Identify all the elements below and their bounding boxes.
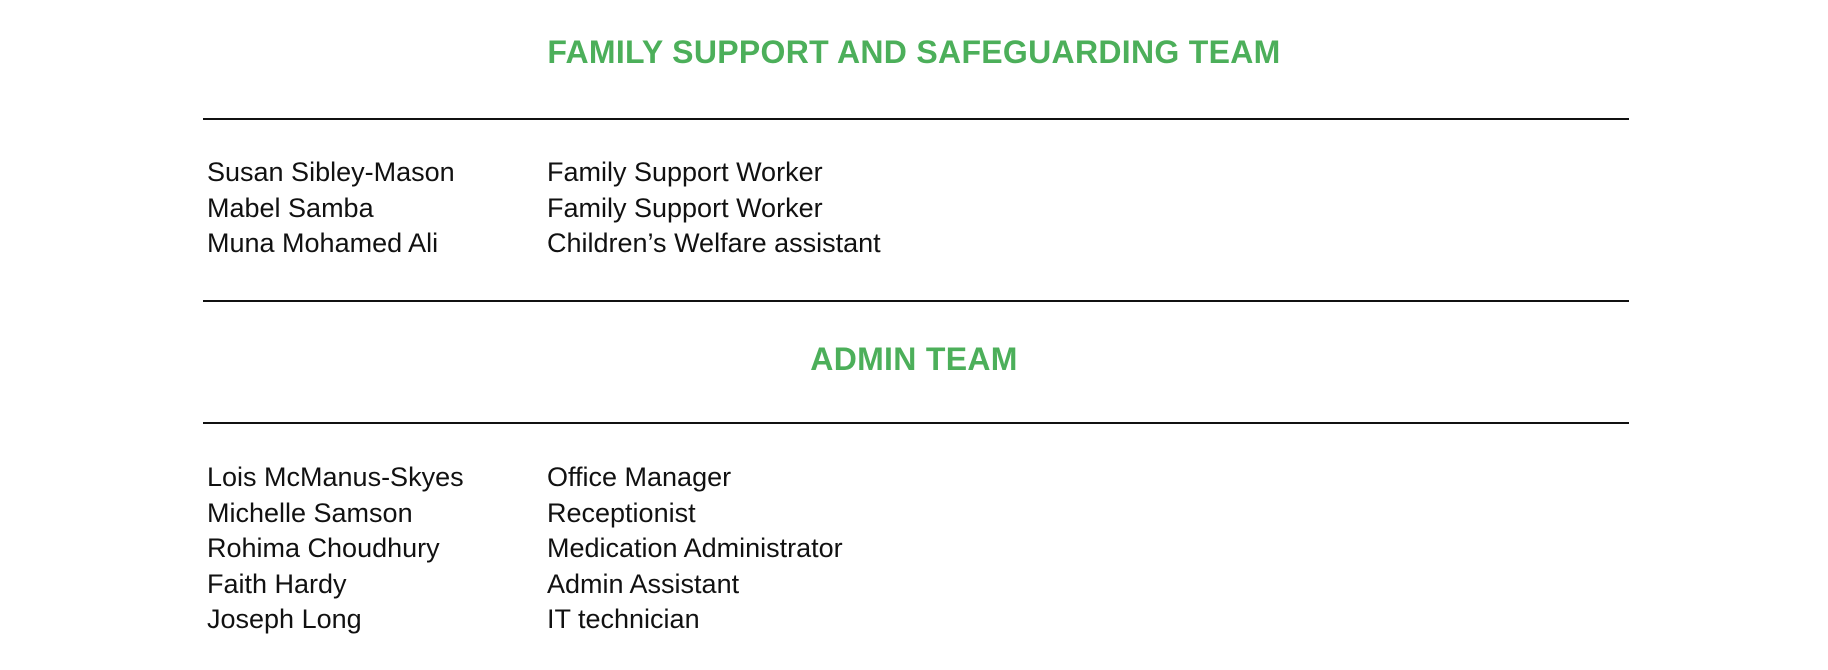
section-heading-admin-team: ADMIN TEAM bbox=[810, 341, 1018, 377]
staff-name: Rohima Choudhury bbox=[207, 533, 440, 563]
section-heading-family-support: FAMILY SUPPORT AND SAFEGUARDING TEAM bbox=[547, 34, 1281, 70]
staff-role: Admin Assistant bbox=[547, 568, 740, 599]
divider-rule bbox=[203, 118, 1629, 120]
staff-role: Family Support Worker bbox=[547, 157, 823, 187]
staff-role: Children’s Welfare assistant bbox=[547, 228, 881, 258]
staff-name: Mabel Samba bbox=[207, 192, 374, 223]
staff-name: Lois McManus-Skyes bbox=[207, 462, 464, 492]
divider-rule bbox=[203, 422, 1629, 424]
staff-name: Susan Sibley-Mason bbox=[207, 157, 455, 187]
staff-role: Family Support Worker bbox=[547, 192, 823, 223]
staff-name: Faith Hardy bbox=[207, 568, 347, 599]
divider-rule bbox=[203, 300, 1629, 302]
staff-name: Michelle Samson bbox=[207, 497, 413, 528]
staff-role: Receptionist bbox=[547, 497, 696, 528]
staff-role: Office Manager bbox=[547, 462, 732, 492]
staff-role: Medication Administrator bbox=[547, 533, 843, 563]
staff-name: Muna Mohamed Ali bbox=[207, 228, 439, 258]
staff-name: Joseph Long bbox=[207, 604, 362, 634]
staff-role: IT technician bbox=[547, 604, 700, 634]
